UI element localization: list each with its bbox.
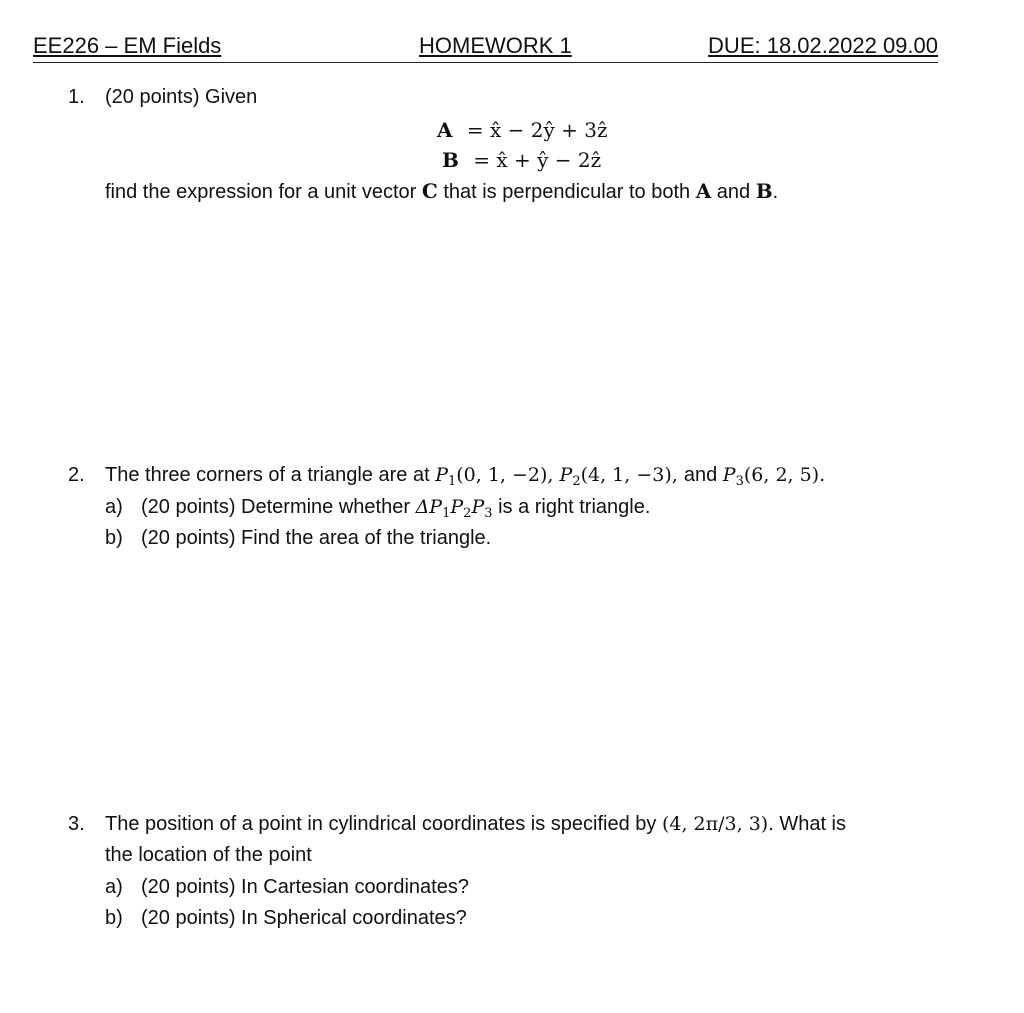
triangle-symbol xyxy=(415,496,493,521)
q2b-text: (20 points) Find the area of the triangle. xyxy=(141,527,492,549)
p3-letter: P xyxy=(722,464,736,486)
q3a-label: a) xyxy=(105,876,123,898)
q1-text-part: find the expression for a unit vector xyxy=(105,181,422,203)
vector-a-symbol: A xyxy=(437,118,453,142)
p1-letter: P xyxy=(435,464,448,486)
p2-letter: P xyxy=(559,464,573,486)
q2b-label: b) xyxy=(105,527,123,549)
vector-a-expression: = x̂ − 2ŷ + 3ẑ xyxy=(466,118,608,142)
p1-subscript: 1 xyxy=(447,474,457,489)
question-2-text xyxy=(105,464,825,489)
sub-1: 1 xyxy=(442,506,451,521)
delta-p1: ΔP xyxy=(415,496,443,518)
point-p3 xyxy=(722,464,826,489)
question-1-text xyxy=(105,179,778,204)
document-header xyxy=(33,33,938,63)
p2-subscript: 2 xyxy=(572,474,581,489)
q1-text-part: that is perpendicular to both xyxy=(437,181,696,203)
q1-text-part: . xyxy=(772,181,779,203)
sub-2: 2 xyxy=(463,506,472,521)
question-1-intro: (20 points) Given xyxy=(105,86,258,108)
p1-coords: (0, 1, −2), xyxy=(456,464,560,486)
homework-title: HOMEWORK 1 xyxy=(419,33,572,58)
vector-b-symbol: B xyxy=(442,148,459,172)
p3: P xyxy=(471,496,485,518)
q3-text-part: The position of a point in cylindrical coordinates is specified by xyxy=(105,813,662,835)
question-3-line-1 xyxy=(105,813,846,836)
q2a-text xyxy=(141,496,650,521)
q1-text-part: and xyxy=(711,181,756,203)
vector-b-expression: = x̂ + ŷ − 2ẑ xyxy=(473,148,602,172)
question-2-number: 2. xyxy=(68,464,85,486)
p2-coords: (4, 1, −3), xyxy=(580,464,684,486)
q2-text-part: The three corners of a triangle are at xyxy=(105,464,436,486)
vector-a-ref: A xyxy=(695,179,712,203)
point-p2 xyxy=(559,464,684,489)
p3-coords: (6, 2, 5). xyxy=(743,464,826,486)
p2: P xyxy=(450,496,464,518)
q3-text-part: . What is xyxy=(768,813,846,835)
question-3-number: 3. xyxy=(68,813,85,835)
vector-b-ref: B xyxy=(755,179,773,203)
p3-subscript: 3 xyxy=(735,474,744,489)
q3a-text: (20 points) In Cartesian coordinates? xyxy=(141,876,469,898)
q2a-label: a) xyxy=(105,496,123,518)
equation-a xyxy=(437,118,608,142)
course-title: EE226 – EM Fields xyxy=(33,33,222,58)
question-1-number: 1. xyxy=(68,86,85,108)
equation-b xyxy=(442,148,601,172)
q2-text-part: and xyxy=(683,464,723,486)
q2a-text-part: (20 points) Determine whether xyxy=(141,496,416,518)
q3b-text: (20 points) In Spherical coordinates? xyxy=(141,907,467,929)
question-3-line-2: the location of the point xyxy=(105,844,312,866)
due-date: DUE: 18.02.2022 09.00 xyxy=(708,33,938,58)
sub-3: 3 xyxy=(484,506,493,521)
vector-c-symbol: C xyxy=(421,179,438,203)
q3b-label: b) xyxy=(105,907,123,929)
q2a-text-part: is a right triangle. xyxy=(492,496,651,518)
point-p1 xyxy=(435,464,560,489)
cylindrical-coords: (4, 2π/3, 3) xyxy=(661,813,769,835)
